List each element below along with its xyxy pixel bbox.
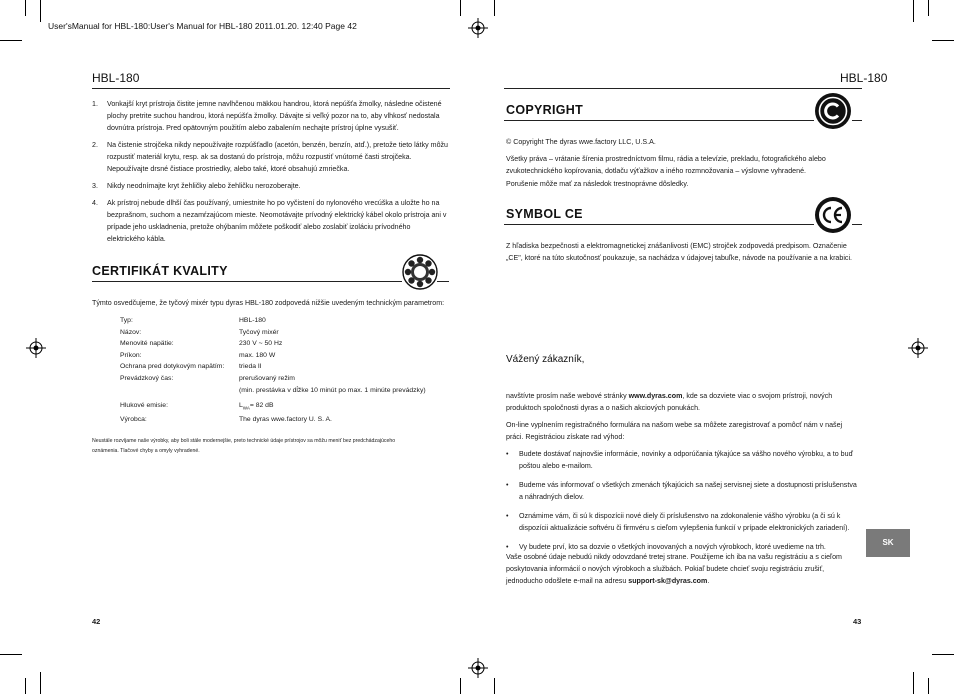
- website-link[interactable]: www.dyras.com: [628, 392, 683, 400]
- ce-section-title: SYMBOL CE: [506, 207, 583, 221]
- copyright-text: Všetky práva – vrátanie šírenia prostredníctvom filmu, rádia a televízie, prekladu, fotografického alebo zvukotechnického kopírovania, dotlaču výťažkov a iného rozmnožovania – výslovne vyhradené.: [506, 155, 826, 175]
- cert-title-rule: [92, 281, 402, 282]
- left-page-number: 42: [92, 617, 101, 626]
- table-row: Typ: HBL-180: [120, 317, 266, 324]
- table-row: Ochrana pred dotykovým napätím: trieda II: [120, 363, 262, 371]
- cert-section-title: CERTIFIKÁT KVALITY: [92, 264, 228, 278]
- right-page-number: 43: [853, 617, 862, 626]
- ce-mark-icon: [814, 196, 852, 234]
- right-model-label: HBL-180: [840, 71, 888, 85]
- list-item: • Vy budete prví, kto sa dozvie o všetkých inovovaných a nových výrobkoch, ktoré uvedieme na trh.: [506, 543, 826, 551]
- left-header-rule: [92, 88, 450, 89]
- benefits-list: [506, 448, 858, 560]
- table-row: Menovité napätie: 230 V ~ 50 Hz: [120, 340, 283, 348]
- list-item: • Budeme vás informovať o všetkých zmenách týkajúcich sa našej servisnej siete a dostupnosti príslušenstva a náhradných dielov.: [506, 481, 857, 501]
- visit-paragraph: navštívte prosím naše webové stránky www.dyras.com, kde sa dozviete viac o svojom prístroji, nových produktoch spoločnosti dyras a o našich akciových ponukách.: [506, 392, 833, 412]
- params-table: [120, 315, 440, 426]
- left-model-label: HBL-180: [92, 71, 140, 85]
- list-item: 2. Na čistenie strojčeka nikdy nepoužívajte rozpúšťadlo (acetón, benzén, benzín, atď.), pretože tieto látky môžu rozpustiť materiál krytu, resp. ak sa dostanú do prístroja, môžu rozpustiť vnútorné časti strojčeka. Nepoužívajte drsné čistiace prostriedky, alebo také, ktoré obsahujú zmriečka.: [92, 141, 449, 173]
- copyright-line: © Copyright The dyras wwe.factory LLC, U.S.A.: [506, 138, 656, 146]
- ce-title-rule: [504, 224, 814, 225]
- table-row: (min. prestávka v dĺžke 10 minút po max. 1 minúte prevádzky): [239, 386, 426, 394]
- support-email-link[interactable]: support-sk@dyras.com: [628, 577, 708, 585]
- registration-crosshair-icon: [468, 18, 488, 38]
- maintenance-list: [92, 98, 448, 250]
- copyright-title-rule: [504, 120, 814, 121]
- registration-crosshair-icon: [26, 338, 46, 358]
- registration-crosshair-icon: [468, 658, 488, 678]
- cert-intro: Týmto osvedčujeme, že tyčový mixér typu dyras HBL-180 zodpovedá nižšie uvedeným technickým parametrom:: [92, 299, 445, 307]
- language-tab: SK: [866, 529, 910, 557]
- list-item: • Oznámime vám, či sú k dispozícii nové diely či príslušenstvo na zdokonalenie vášho výrobku (a či sú k dispozícii aktualizácie softvéru či firmvéru s cieľom vylepšenia funkcií v prípade elektronických zariadení).: [506, 512, 850, 532]
- table-row: Výrobca: The dyras wwe.factory U. S. A.: [120, 416, 332, 424]
- list-item: 1. Vonkajší kryt prístroja čistite jemne navlhčenou mäkkou handrou, ktorá nepúšťa žmolky, následne očistené plochy pretrite suchou handrou, ktorá nepúšťa žmolky. Dávajte si veľký pozor na to, aby vlhkosť nedostala dovnútra prístroja. Pred opätovným použitím alebo zabalením nechajte prístroj úplne vysušiť.: [92, 100, 442, 132]
- print-header: User'sManual for HBL-180:User's Manual for HBL-180 2011.01.20. 12:40 Page 42: [48, 21, 357, 31]
- copyright-section-title: COPYRIGHT: [506, 103, 584, 117]
- list-item: 3. Nikdy neodnímajte kryt žehličky alebo žehličku nerozoberajte.: [92, 182, 301, 190]
- copyright-icon: [814, 92, 852, 130]
- list-item: 4. Ak prístroj nebude dlhší čas používaný, umiestnite ho po vyčistení do nylonového vrecúška a uložte ho na bezprašnom, suchom a nezamŕzajúcom mieste. Neomotávajte prívodný elektrický kábel okolo prístroja ani v prípade jeho uskladnenia, pretože ohýbaním môžete poškodiť alebo zoslabiť izoláciu prívodného elektrického kábla.: [92, 199, 447, 243]
- registration-crosshair-icon: [908, 338, 928, 358]
- ce-text: Z hľadiska bezpečnosti a elektromagnetickej znášanlivosti (EMC) strojček zodpovedá predpisom. Označenie „CE", ktoré na túto skutočnosť poukazuje, sa nachádza v údajovej tabuľke, návode na používanie a na krabici.: [506, 242, 852, 262]
- table-row: Hlukové emisie: $L_{WA}= 82$ dB: [120, 402, 274, 411]
- table-row: Príkon: max. 180 W: [120, 351, 276, 359]
- list-item: • Budete dostávať najnovšie informácie, novinky a odporúčania týkajúce sa vášho nového výrobku, a to buď poštou alebo e-mailom.: [506, 450, 853, 470]
- right-header-rule: [504, 88, 862, 89]
- quality-rosette-icon: [402, 254, 438, 290]
- table-row: Názov: Tyčový mixér: [120, 328, 279, 336]
- privacy-paragraph: Vaše osobné údaje nebudú nikdy odovzdané tretej strane. Použijeme ich iba na vašu registráciu a s cieľom poskytovania informácií o nových výrobkoch a službách. Pokiaľ budete chcieť svoju registráciu zrušiť, jednoducho odošlete e-mail na adresu support-sk@dyras.com.: [506, 553, 842, 585]
- copyright-text-2: Porušenie môže mať za následok trestnoprávne dôsledky.: [506, 180, 689, 188]
- footnote: Neustále rozvíjame naše výrobky, aby boli stále modernejšie, preto technické údaje prístrojov sa môžu meniť bez predchádzajúceho oznámenia. Tlačové chyby a omyly vyhradené.: [92, 438, 396, 454]
- table-row: Prevádzkový čas: prerušovaný režim: [120, 374, 295, 382]
- greeting: Vážený zákazník,: [506, 354, 585, 365]
- online-registration-text: On-line vyplnením registračného formulára na našom webe sa môžete zaregistrovať a pomôcť nám v našej práci. Registráciou získate rad výhod:: [506, 421, 843, 441]
